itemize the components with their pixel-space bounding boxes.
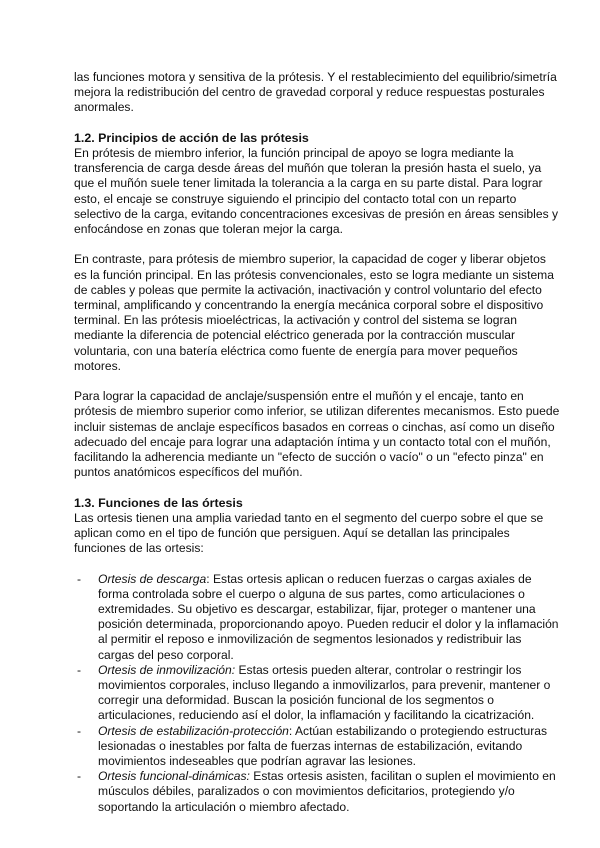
list-item-term: Ortesis de estabilización-protección (98, 723, 289, 738)
list-item (74, 572, 560, 663)
section-1-3-intro-paragraph: Las ortesis tienen una amplia variedad tanto en el segmento del cuerpo sobre el que se aplican como en el tipo de función que persiguen. Aquí se detallan las principales funciones de las ortesis: (74, 510, 544, 556)
section-heading-1-2: 1.2. Principios de acción de las prótesis (74, 130, 309, 145)
list-item (74, 724, 560, 770)
dash-bullet-icon: - (77, 723, 82, 738)
list-item-text: : Actúan estabilizando o protegiendo estructuras lesionadas o inestables por falta de fuerzas internas de estabilización, evitando movimientos indeseables que podrían agravar las lesiones. (98, 723, 548, 769)
list-item (74, 769, 560, 815)
list-item-text: : Estas ortesis aplican o reducen fuerzas o cargas axiales de forma controlada sobre el cuerpo o alguna de sus partes, como articulaciones o extremidades. Su objetivo es descargar, estabilizar, fijar, proteger o mantener una posición determinada, proporcionando apoyo. Pueden reducir el dolor y la inflamación al permitir el reposo e inmovilización de segmentos lesionados y redistribuir las cargas del peso corporal. (98, 571, 559, 662)
list-item-text: Estas ortesis pueden alterar, controlar o restringir los movimientos corporales, incluso llegando a inmovilizarlos, para prevenir, mantener o corregir una deformidad. Buscan la posición funcional de los segmentos o articulaciones, reduciendo así el dolor, la inflamación y facilitando la cicatrización. (98, 662, 551, 723)
section-1-2-paragraph-2: En contraste, para prótesis de miembro superior, la capacidad de coger y liberar objetos es la función principal. En las prótesis convencionales, esto se logra mediante un sistema de cables y poleas que permite la activación, inactivación y control voluntario del efecto terminal, amplificando y concentrando la energía mecánica corporal sobre el dispositivo terminal. En las prótesis mioeléctricas, la activación y control del sistema se logran mediante la diferencia de potencial eléctrico generada por la contracción muscular voluntaria, con una batería eléctrica como fuente de energía para mover pequeños motores. (74, 252, 554, 373)
dash-bullet-icon: - (77, 769, 82, 784)
intro-continuation-paragraph: las funciones motora y sensitiva de la prótesis. Y el restablecimiento del equilibrio/simetría mejora la redistribución del centro de gravedad corporal y reduce respuestas posturales anormales. (74, 70, 557, 115)
paragraph-spacer (74, 374, 560, 389)
paragraph-spacer (74, 480, 560, 495)
document-page (74, 70, 560, 815)
list-item-text: Estas ortesis asisten, facilitan o suplen el movimiento en músculos débiles, paralizados o con movimientos deficitarios, protegiendo y/o soportando la articulación o miembro afectado. (98, 769, 556, 814)
list-item-term: Ortesis de inmovilización: (98, 662, 236, 677)
section-1-2-paragraph-3: Para lograr la capacidad de anclaje/suspensión entre el muñón y el encaje, tanto en prótesis de miembro superior como inferior, se utilizan diferentes mecanismos. Esto puede incluir sistemas de anclaje específicos basados en correas o cinchas, así como un diseño adecuado del encaje para lograr una adaptación íntima y un contacto total con el muñón, facilitando la adherencia mediante un "efecto de succión o vacío" o un "efecto pinza" en puntos anatómicos específicos del muñón. (74, 389, 560, 480)
list-item (74, 663, 560, 724)
paragraph-spacer (74, 237, 560, 252)
list-item-term: Ortesis funcional-dinámicas: (98, 769, 250, 784)
list-item-term: Ortesis de descarga (98, 571, 207, 586)
section-1-2-paragraph-1: En prótesis de miembro inferior, la función principal de apoyo se logra mediante la transferencia de carga desde áreas del muñón que toleran la presión hasta el suelo, ya que el muñón suele tener limitada la tolerancia a la carga en su parte distal. Para lograr esto, el encaje se construye siguiendo el principio del contacto total con un reparto selectivo de la carga, evitando concentraciones excesivas de presión en áreas sensibles y enfocándose en zonas que toleran mejor la carga. (74, 146, 559, 237)
ortesis-functions-list (74, 572, 560, 815)
dash-bullet-icon: - (77, 662, 82, 677)
paragraph-spacer (74, 116, 560, 131)
section-heading-1-3: 1.3. Funciones de las órtesis (74, 495, 243, 510)
paragraph-spacer (74, 556, 560, 571)
dash-bullet-icon: - (77, 571, 82, 586)
